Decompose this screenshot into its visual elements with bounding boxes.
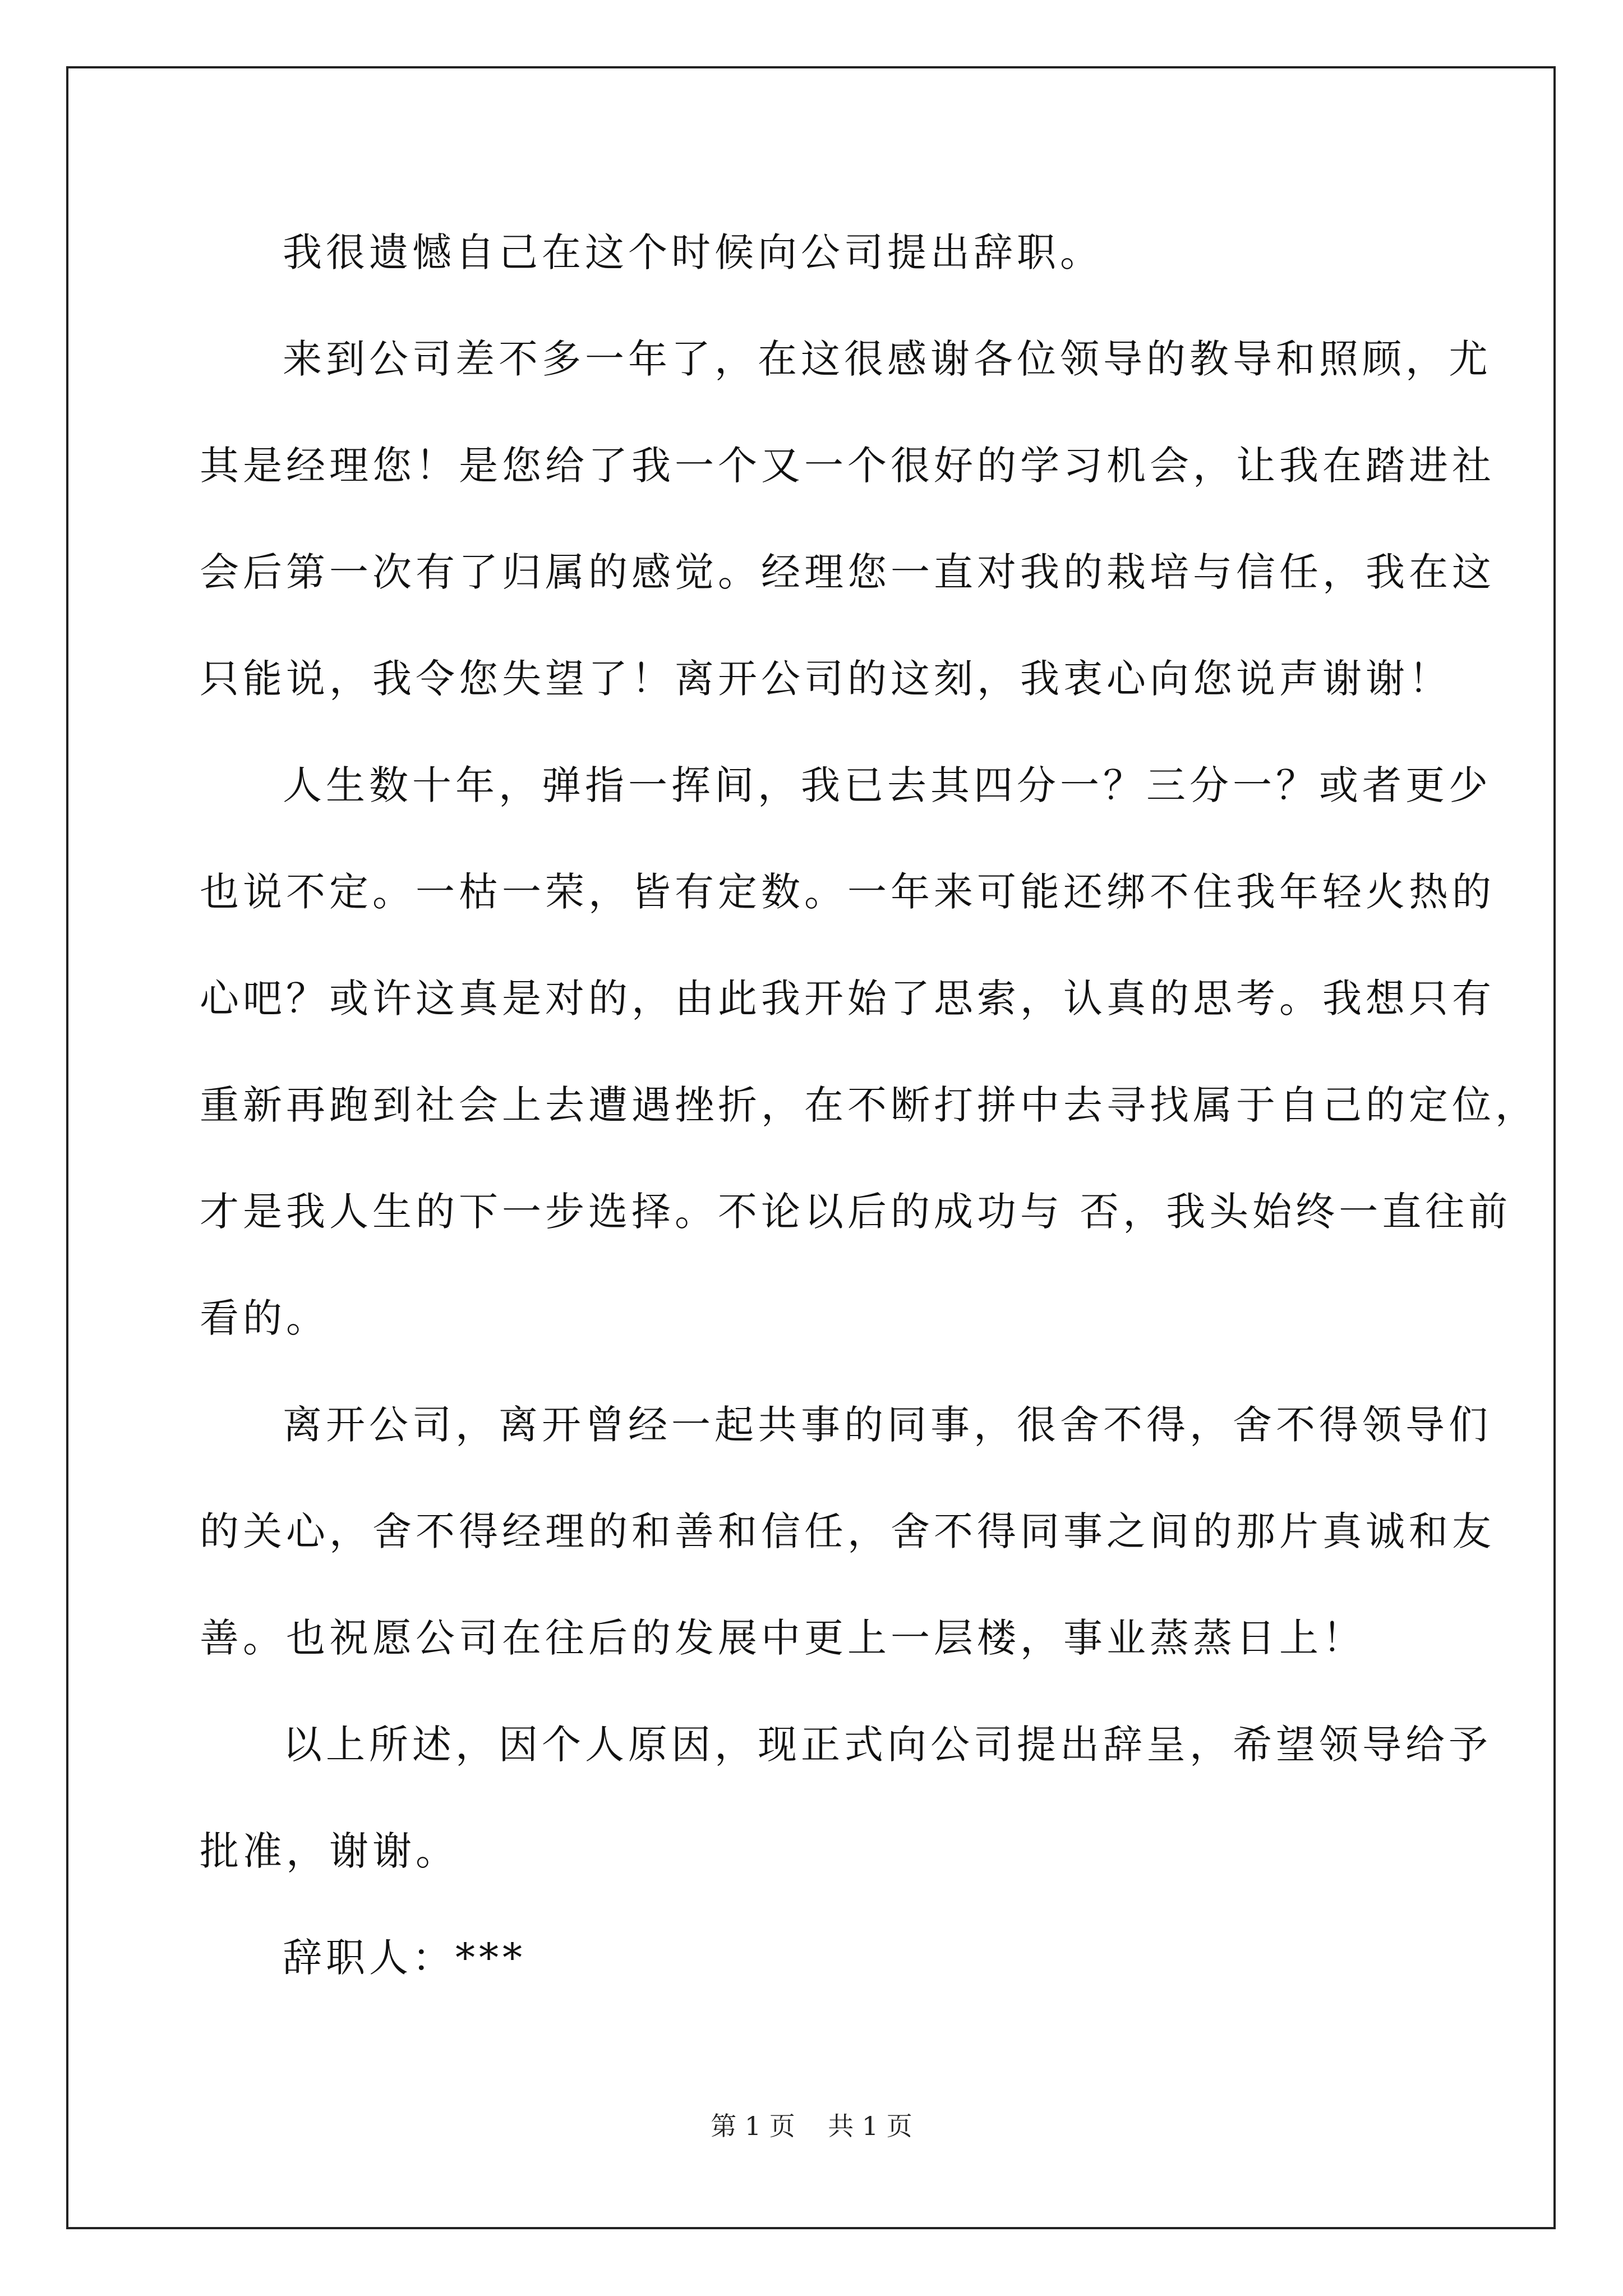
text-line: 重新再跑到社会上去遭遇挫折，在不断打拼中去寻找属于自己的定位， [200,1082,1538,1128]
text-line: 的关心，舍不得经理的和善和信任，舍不得同事之间的那片真诚和友 [200,1508,1495,1554]
text-line: 善。也祝愿公司在往后的发展中更上一层楼，事业蒸蒸日上！ [200,1615,1366,1661]
page-border [66,66,1556,2229]
text-line: 我很遗憾自己在这个时候向公司提出辞职。 [283,229,1103,275]
text-line: 人生数十年，弹指一挥间，我已去其四分一？三分一？或者更少 [283,762,1492,808]
text-line: 其是经理您！是您给了我一个又一个很好的学习机会，让我在踏进社 [200,443,1495,489]
text-line: 只能说，我令您失望了！离开公司的这刻，我衷心向您说声谢谢！ [200,656,1452,702]
page-number: 第 1 页 共 1 页 [711,2111,912,2141]
text-line: 会后第一次有了归属的感觉。经理您一直对我的栽培与信任，我在这 [200,549,1495,595]
text-line: 看的。 [200,1295,329,1341]
text-line: 以上所述，因个人原因，现正式向公司提出辞呈，希望领导给予 [283,1722,1492,1768]
text-line: 离开公司，离开曾经一起共事的同事，很舍不得，舍不得领导们 [283,1402,1492,1448]
text-line: 才是我人生的下一步选择。不论以后的成功与 否，我头始终一直往前 [200,1189,1512,1235]
text-line: 心吧？或许这真是对的，由此我开始了思索，认真的思考。我想只有 [200,976,1495,1022]
text-line: 也说不定。一枯一荣，皆有定数。一年来可能还绑不住我年轻火热的 [200,869,1495,915]
text-line: 批准，谢谢。 [200,1828,459,1874]
signature-line: 辞职人：*** [283,1935,526,1981]
text-line: 来到公司差不多一年了，在这很感谢各位领导的教导和照顾，尤 [283,336,1492,382]
